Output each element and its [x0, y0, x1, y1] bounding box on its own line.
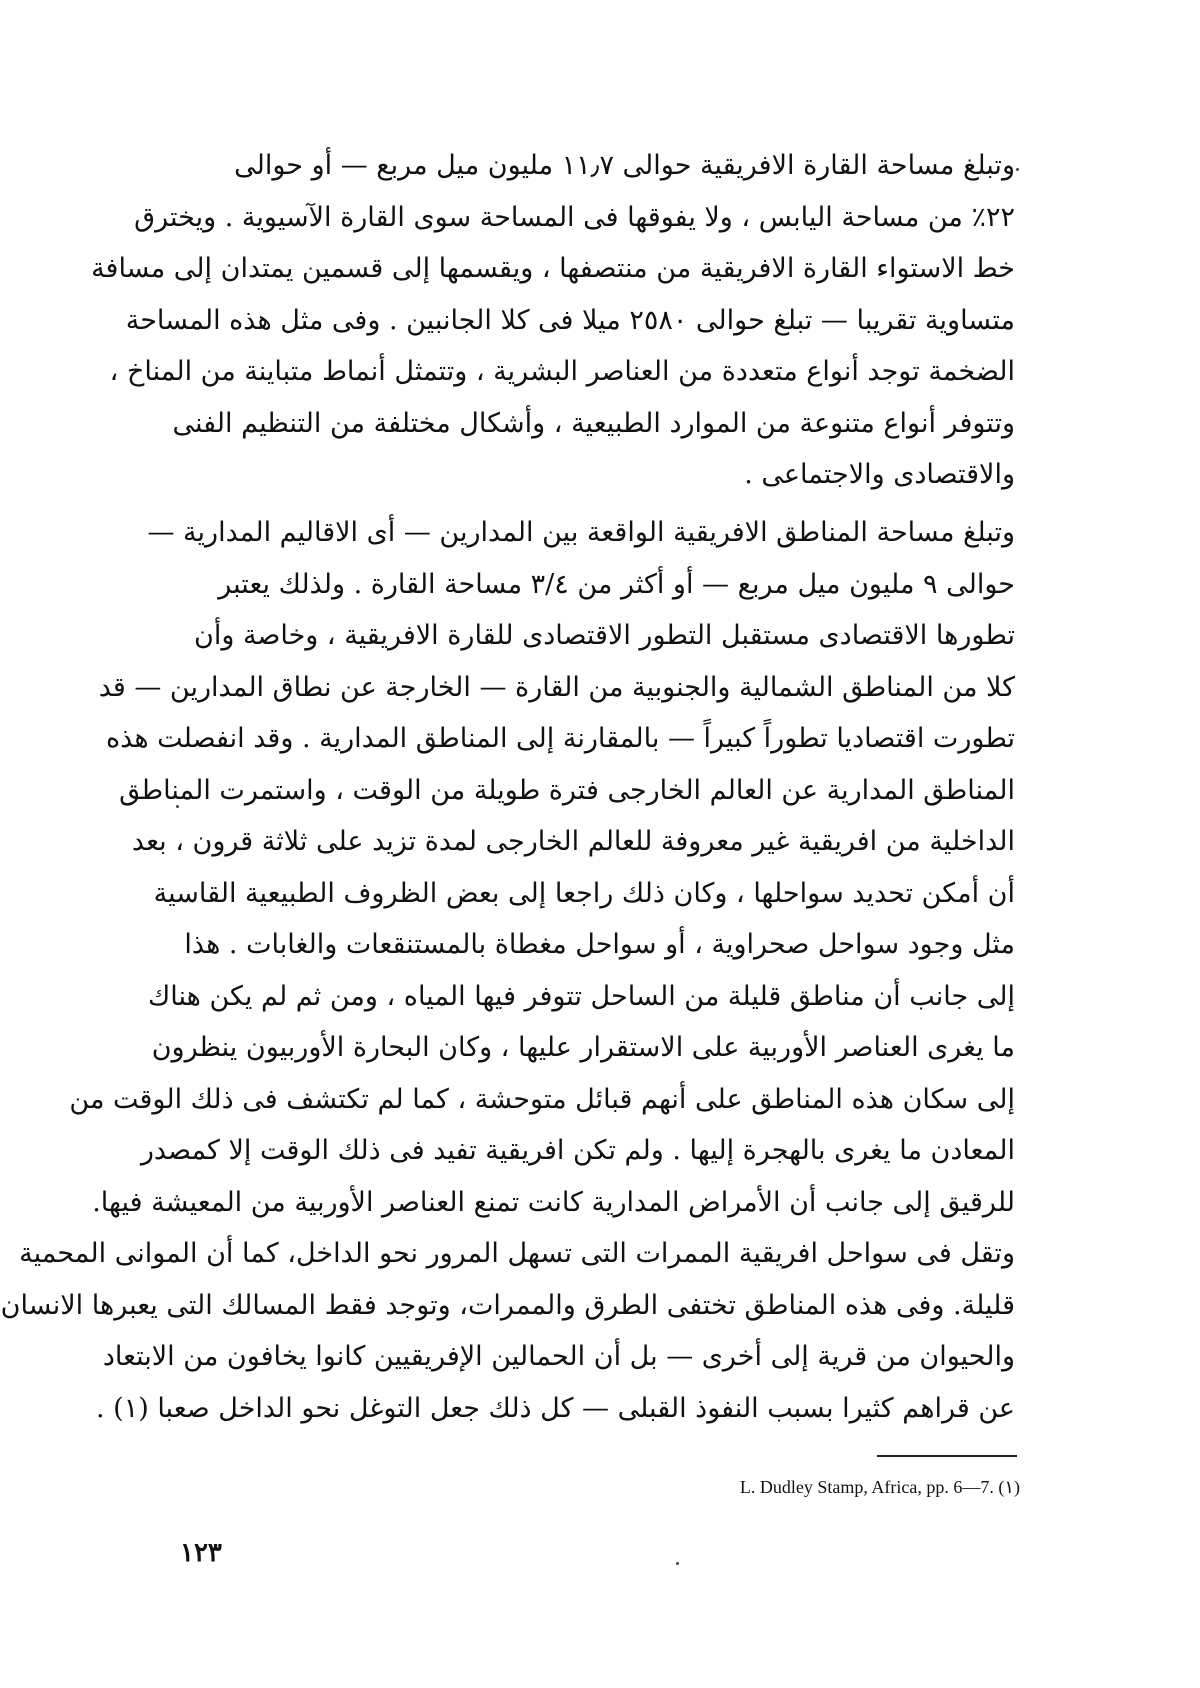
footnote-divider — [877, 1455, 1017, 1457]
paragraph-2 — [0, 507, 1015, 1434]
text-line: المعادن ما يغرى بالهجرة إليها . ولم تكن افريقية تفيد فى ذلك الوقت إلا كمصدر — [140, 1135, 1015, 1166]
text-line: المناطق المدارية عن العالم الخارجى فترة طويلة من الوقت ، واستمرت المناطق — [119, 774, 1015, 806]
text-line: مثل وجود سواحل صحراوية ، أو سواحل مغطاة بالمستنقعات والغابات . هذا — [184, 929, 1015, 960]
paragraph-1 — [91, 140, 1015, 501]
text-line: متساوية تقريبا — تبلغ حوالى ٢٥٨٠ ميلا فى كلا الجانبين . وفى مثل هذه المساحة — [125, 304, 1015, 336]
text-line: إلى جانب أن مناطق قليلة من الساحل تتوفر فيها المياه ، ومن ثم لم يكن هناك — [148, 980, 1015, 1012]
text-line: الداخلية من افريقية غير معروفة للعالم الخارجى لمدة تزيد على ثلاثة قرون ، بعد — [131, 826, 1015, 857]
text-line: تطورت اقتصاديا تطوراً كبيراً — بالمقارنة إلى المناطق المدارية . وقد انفصلت هذه — [106, 723, 1015, 754]
text-line: والحيوان من قرية إلى أخرى — بل أن الحمالين الإفريقيين كانوا يخافون من الابتعاد — [102, 1341, 1015, 1372]
page-number: ١٢٣ — [180, 1538, 222, 1568]
text-line: خط الاستواء القارة الافريقية من منتصفها ، ويقسمها إلى قسمين يمتدان إلى مسافة — [91, 253, 1015, 284]
text-line: وتتوفر أنواع متنوعة من الموارد الطبيعية ، وأشكال مختلفة من التنظيم الفنى — [172, 407, 1015, 439]
text-line: إلى سكان هذه المناطق على أنهم قبائل متوحشة ، كما لم تكتشف فى ذلك الوقت من — [69, 1083, 1015, 1115]
text-line: والاقتصادى والاجتماعى . — [744, 459, 1015, 490]
scan-speck — [676, 1562, 679, 1565]
text-line: كلا من المناطق الشمالية والجنوبية من القارة — الخارجة عن نطاق المدارين — قد — [98, 671, 1015, 703]
text-line: ما يغرى العناصر الأوربية على الاستقرار عليها ، وكان البحارة الأوربيون ينظرون — [151, 1032, 1015, 1063]
text-line: ٢٢٪ من مساحة اليابس ، ولا يفوقها فى المساحة سوى القارة الآسيوية . ويخترق — [134, 201, 1015, 233]
text-line: عن قراهم كثيرا بسبب النفوذ القبلى — كل ذلك جعل التوغل نحو الداخل صعبا (١) . — [96, 1392, 1015, 1424]
text-line: وتقل فى سواحل افريقية الممرات التى تسهل المرور نحو الداخل، كما أن الموانى المحمية — [19, 1238, 1015, 1269]
scan-speck — [1016, 168, 1019, 171]
text-line: أن أمكن تحديد سواحلها ، وكان ذلك راجعا إلى بعض الظروف الطبيعية القاسية — [153, 877, 1015, 909]
text-line: حوالى ٩ مليون ميل مربع — أو أكثر من ٣/٤ مساحة القارة . ولذلك يعتبر — [218, 568, 1015, 600]
footnote: L. Dudley Stamp, Africa, pp. 6—7. (١) — [739, 1477, 1020, 1497]
text-line: تطورها الاقتصادى مستقبل التطور الاقتصادى للقارة الافريقية ، وخاصة وأن — [194, 620, 1015, 651]
text-line: قليلة. وفى هذه المناطق تختفى الطرق والممرات، وتوجد فقط المسالك التى يعبرها الانسان — [0, 1289, 1015, 1321]
text-line: وتبلغ مساحة المناطق الافريقية الواقعة بين المدارين — أى الاقاليم المدارية — — [147, 517, 1015, 548]
text-line: الضخمة توجد أنواع متعددة من العناصر البشرية ، وتتمثل أنماط متباينة من المناخ ، — [109, 356, 1015, 387]
text-line: للرقيق إلى جانب أن الأمراض المدارية كانت تمنع العناصر الأوربية من المعيشة فيها. — [92, 1186, 1015, 1218]
text-line: وتبلغ مساحة القارة الافريقية حوالى ١١٫٧ مليون ميل مربع — أو حوالى — [234, 150, 1015, 181]
scan-speck — [176, 805, 179, 808]
